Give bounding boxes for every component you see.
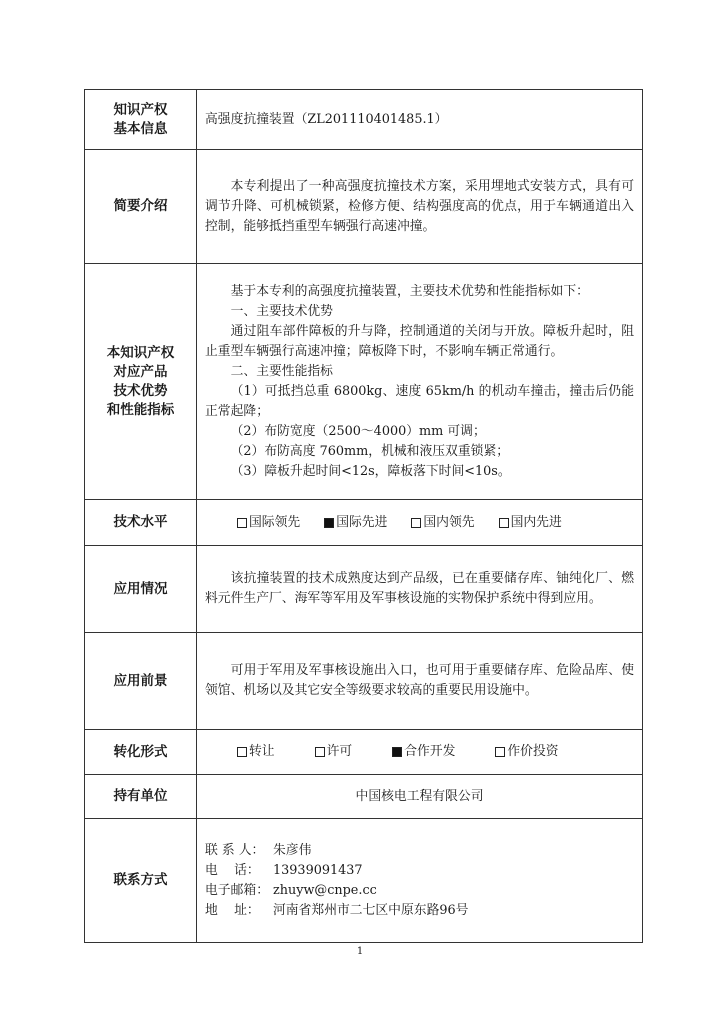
contact-address — [205, 901, 634, 921]
contact-key: 地 址： — [205, 902, 260, 918]
ip-title-text: 高强度抗撞装置（ZL201110401485.1） — [205, 111, 448, 127]
checkbox-icon[interactable] — [237, 518, 247, 528]
checkbox-checked-icon[interactable] — [392, 747, 402, 757]
contact-key: 电 话： — [205, 862, 260, 878]
product-line: （1）可抵挡总重 6800kg、速度 65km/h 的机动车撞击，撞击后仍能正常起降； — [205, 383, 634, 419]
contact-value: 13939091437 — [273, 862, 363, 878]
transfer-options — [197, 730, 643, 775]
row-tech-level — [85, 500, 643, 546]
checkbox-icon[interactable] — [499, 518, 509, 528]
tech-level-options — [197, 500, 643, 546]
contact-key: 联 系 人： — [205, 842, 265, 858]
page-number: 1 — [356, 946, 364, 957]
row-ip-info — [85, 90, 643, 150]
row-intro — [85, 150, 643, 264]
product-line: （2）布防宽度（2500～4000）mm 可调； — [230, 423, 486, 439]
label-line: 本知识产权 — [106, 344, 175, 361]
option-domestic-leading[interactable] — [411, 513, 474, 533]
row-prospect — [85, 633, 643, 730]
label-line: 基本信息 — [113, 120, 168, 137]
intro-content — [197, 150, 643, 264]
row-holder — [85, 775, 643, 819]
holder-value: 中国核电工程有限公司 — [197, 775, 643, 819]
label-application: 应用情况 — [85, 546, 197, 633]
option-international-advanced[interactable] — [324, 513, 387, 533]
option-cooperative-development[interactable] — [392, 742, 455, 762]
product-content — [197, 264, 643, 500]
contact-value: 河南省郑州市二七区中原东路96号 — [273, 902, 469, 918]
row-product — [85, 264, 643, 500]
contact-value: 朱彦伟 — [273, 842, 312, 858]
product-line: 一、主要技术优势 — [230, 303, 333, 319]
option-label: 许可 — [326, 744, 353, 759]
product-line: 二、主要性能指标 — [230, 363, 333, 379]
checkbox-icon[interactable] — [495, 747, 505, 757]
contact-email — [205, 881, 634, 901]
label-ip-info — [85, 90, 197, 150]
contact-value: zhuyw@cnpe.cc — [273, 882, 377, 898]
option-label: 国内先进 — [510, 514, 562, 530]
option-label: 国际先进 — [336, 514, 388, 530]
application-text: 该抗撞装置的技术成熟度达到产品级，已在重要储存库、铀纯化厂、燃料元件生产厂、海军等军用及军事核设施的实物保护系统中得到应用。 — [205, 571, 634, 606]
contact-person — [205, 841, 634, 861]
option-label: 合作开发 — [404, 744, 456, 759]
option-label: 转让 — [249, 744, 275, 759]
prospect-text: 可用于军用及军事核设施出入口，也可用于重要储存库、危险品库、使领馆、机场以及其它安全等级要求较高的重要民用设施中。 — [205, 663, 634, 698]
label-tech-level: 技术水平 — [85, 500, 197, 546]
label-line: 和性能指标 — [106, 401, 175, 418]
ip-value — [197, 90, 643, 150]
option-license[interactable] — [315, 742, 353, 762]
contact-key: 电子邮箱： — [205, 882, 269, 898]
contact-content — [197, 819, 643, 943]
label-holder: 持有单位 — [85, 775, 197, 819]
option-label: 国内领先 — [423, 514, 475, 530]
checkbox-checked-icon[interactable] — [324, 518, 334, 528]
row-contact — [85, 819, 643, 943]
prospect-content — [197, 633, 643, 730]
intro-text: 本专利提出了一种高强度抗撞技术方案，采用埋地式安装方式，具有可调节升降、可机械锁紧，检修方便、结构强度高的优点，用于车辆通道出入控制，能够抵挡重型车辆强行高速冲撞。 — [205, 178, 634, 234]
product-line: 通过阻车部件障板的升与降，控制通道的关闭与开放。障板升起时，阻止重型车辆强行高速冲撞；障板降下时，不影响车辆正常通行。 — [205, 323, 634, 359]
label-contact: 联系方式 — [85, 819, 197, 943]
option-label: 国际领先 — [249, 514, 301, 530]
product-line: （3）障板升起时间<12s，障板落下时间<10s。 — [230, 463, 511, 479]
product-line: （2）布防高度 760mm，机械和液压双重锁紧； — [230, 443, 510, 459]
label-intro: 简要介绍 — [85, 150, 197, 264]
option-domestic-advanced[interactable] — [499, 513, 562, 533]
product-line: 基于本专利的高强度抗撞装置，主要技术优势和性能指标如下： — [230, 283, 589, 299]
application-content — [197, 546, 643, 633]
row-transfer — [85, 730, 643, 775]
row-application — [85, 546, 643, 633]
label-transfer: 转化形式 — [85, 730, 197, 775]
label-line: 对应产品 — [113, 363, 168, 380]
option-international-leading[interactable] — [237, 513, 300, 533]
patent-info-table — [84, 89, 643, 943]
label-line: 技术优势 — [113, 382, 168, 399]
option-equity-investment[interactable] — [495, 742, 558, 762]
label-product — [85, 264, 197, 500]
contact-phone — [205, 861, 634, 881]
label-line: 知识产权 — [113, 101, 168, 118]
option-label: 作价投资 — [507, 744, 559, 759]
checkbox-icon[interactable] — [411, 518, 421, 528]
label-prospect: 应用前景 — [85, 633, 197, 730]
checkbox-icon[interactable] — [315, 747, 325, 757]
checkbox-icon[interactable] — [237, 747, 247, 757]
option-transfer[interactable] — [237, 742, 275, 762]
